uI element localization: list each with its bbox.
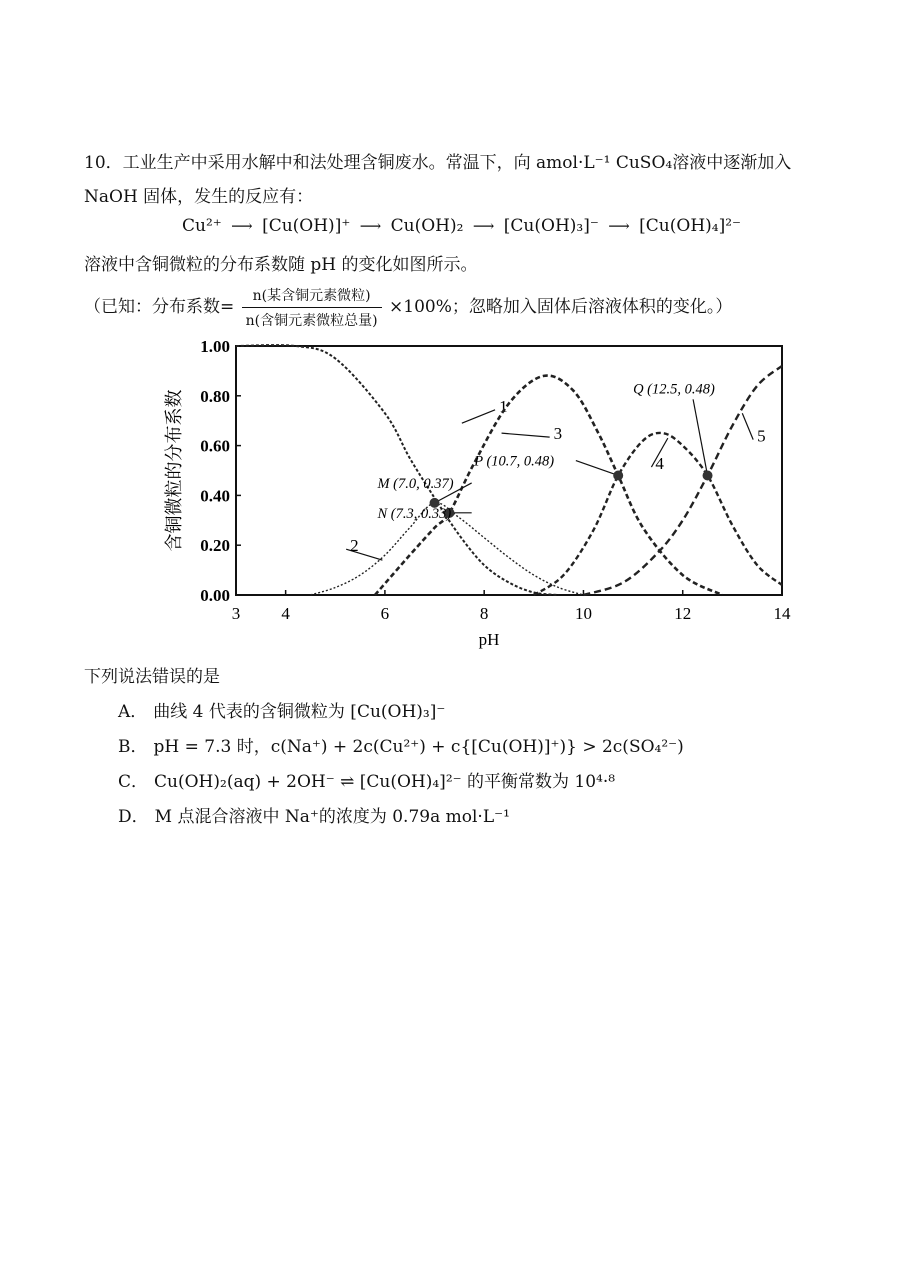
fraction-denominator: n(含铜元素微粒总量): [245, 313, 378, 329]
question-number: 10．: [84, 153, 123, 173]
option-text: 曲线 4 代表的含铜微粒为 [Cu(OH)₃]⁻: [153, 702, 446, 722]
series-5-leader: [742, 413, 753, 439]
option-c[interactable]: [118, 767, 615, 792]
reaction-arrow-icon: ⟶: [359, 217, 382, 235]
x-axis-label: pH: [478, 630, 500, 649]
series-5-line: [583, 366, 782, 595]
reaction-arrow-icon: ⟶: [472, 217, 495, 235]
reaction-chain: [182, 216, 741, 236]
series-5-label: 5: [757, 426, 766, 446]
y-tick-label: 0.20: [200, 536, 230, 556]
point-marker: [703, 470, 713, 480]
y-tick-label: 0.80: [200, 386, 230, 406]
species-cuoh2: Cu(OH)₂: [390, 216, 464, 236]
x-tick-label: 4: [281, 604, 290, 623]
y-tick-label: 0.60: [200, 436, 230, 456]
x-tick-label: 8: [479, 604, 489, 623]
x-tick-label: 14: [773, 604, 791, 623]
distribution-chart: [150, 330, 800, 655]
reaction-arrow-icon: ⟶: [231, 217, 253, 235]
chart-annotations: [376, 381, 715, 522]
y-tick-label: 0.40: [200, 486, 230, 506]
species-cuoh3: [Cu(OH)₃]⁻: [503, 216, 599, 236]
point-marker: [613, 470, 623, 480]
point-label: N (7.3, 0.33): [377, 505, 452, 522]
x-tick-label: 3: [231, 604, 241, 623]
series-3-leader: [502, 433, 550, 437]
option-text: Cu(OH)₂(aq) + 2OH⁻ ⇌ [Cu(OH)₄]²⁻ 的平衡常数为 10⁴·⁸: [154, 772, 616, 792]
point-label: M (7.0, 0.37): [377, 475, 454, 492]
option-d[interactable]: [118, 802, 510, 827]
series-1-line: [236, 345, 559, 595]
option-letter: C．: [118, 772, 149, 792]
point-label: Q (12.5, 0.48): [633, 381, 715, 398]
option-letter: D．: [118, 807, 149, 827]
option-letter: A．: [118, 702, 148, 722]
species-cuoh4: [Cu(OH)₄]²⁻: [639, 216, 742, 236]
y-axis-label: 含铜微粒的分布系数: [164, 389, 185, 552]
y-tick-label: 0.00: [200, 586, 230, 605]
species-cuoh: [Cu(OH)]⁺: [262, 216, 351, 236]
fraction-numerator: n(某含铜元素微粒): [242, 285, 382, 308]
question-stem-text: 工业生产中采用水解中和法处理含铜废水。常温下，向 amol·L⁻¹ CuSO₄溶液中逐渐加入: [122, 153, 792, 173]
x-tick-label: 12: [674, 604, 692, 623]
known-definition: [84, 285, 732, 327]
known-prefix: （已知：分布系数=: [84, 297, 235, 317]
option-text: M 点混合溶液中 Na⁺的浓度为 0.79a mol·L⁻¹: [154, 807, 510, 827]
option-b[interactable]: [118, 732, 684, 757]
species-cu2: Cu²⁺: [182, 216, 222, 236]
distribution-fraction: [242, 285, 382, 330]
question-line-3: 溶液中含铜微粒的分布系数随 pH 的变化如图所示。: [84, 255, 478, 275]
point-leader: [576, 461, 618, 476]
question-line-2: NaOH 固体，发生的反应有：: [84, 187, 314, 207]
series-1-leader: [462, 410, 495, 423]
option-letter: B．: [118, 737, 148, 757]
known-suffix: ×100%；忽略加入固体后溶液体积的变化。）: [389, 297, 733, 317]
point-label: P (10.7, 0.48): [474, 453, 555, 470]
option-a[interactable]: [118, 697, 445, 722]
y-tick-label: 1.00: [200, 337, 230, 356]
x-tick-label: 6: [380, 604, 390, 623]
option-text: pH = 7.3 时，c(Na⁺) + 2c(Cu²⁺) + c{[Cu(OH)]⁺)} > 2c(SO₄²⁻): [153, 737, 684, 757]
series-3-label: 3: [553, 424, 563, 444]
series-2-label: 2: [350, 536, 359, 556]
series-1-label: 1: [499, 396, 508, 416]
x-tick-label: 10: [574, 604, 592, 623]
prompt-text: 下列说法错误的是: [84, 667, 220, 687]
question-line-1: [84, 148, 791, 173]
reaction-arrow-icon: ⟶: [608, 217, 630, 235]
series-4-label: 4: [655, 454, 664, 474]
